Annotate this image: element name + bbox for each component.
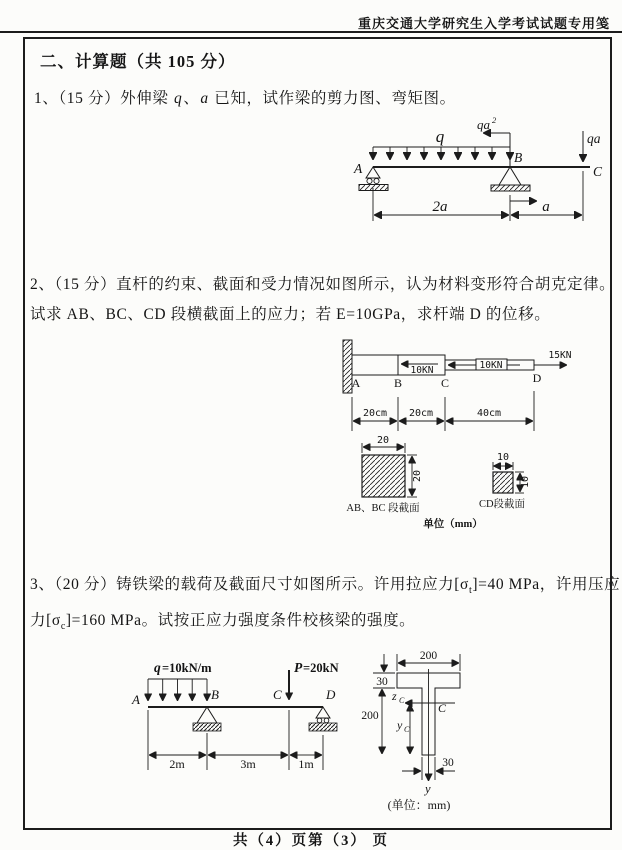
- label-yc: y: [397, 718, 403, 732]
- label-B: B: [211, 687, 219, 702]
- label-C: C: [593, 164, 603, 179]
- support-D-roller: [309, 707, 337, 731]
- section-title: 二、计算题（共 105 分）: [40, 52, 236, 71]
- label-10kn-2: 10KN: [479, 360, 503, 371]
- section-ab-bc: [362, 443, 417, 497]
- page-footer: 共（4）页第（3） 页: [232, 833, 390, 849]
- sec1-label: AB、BC 段截面: [346, 503, 420, 514]
- beam-diagram-1: [340, 115, 618, 233]
- p3-line1: 3、（20 分）铸铁梁的载荷及截面尺寸如图所示。许用拉应力$[\sigma_t]=40$ MPa，许用压应: [30, 576, 621, 597]
- label-B: B: [514, 150, 523, 165]
- p3-line2: 力$[\sigma_c]=160$ MPa。试按正应力强度条件校核梁的强度。: [30, 612, 416, 633]
- label-qa2: qa: [477, 117, 490, 132]
- label-B: B: [393, 376, 403, 390]
- beam-diagram-3: [35, 640, 615, 818]
- dimension-lines: [373, 171, 583, 221]
- sec1-width: 20: [376, 435, 390, 446]
- support-A-roller: [359, 167, 388, 191]
- problem-3-text: [30, 570, 620, 642]
- label-q-var: q: [154, 660, 161, 675]
- distributed-load: [373, 147, 510, 159]
- problem-1-text: [34, 84, 456, 114]
- sec-dim-200-height: 200: [361, 710, 379, 722]
- label-10kn-1: 10KN: [410, 365, 434, 376]
- label-C: C: [273, 687, 282, 702]
- label-zc-sub: C: [399, 696, 405, 705]
- label-qa: qa: [587, 131, 601, 146]
- label-A: A: [354, 161, 363, 176]
- p1-prefix: 1、（15 分）外伸梁: [34, 90, 173, 107]
- sec-dim-30-flange: 30: [376, 676, 388, 688]
- p2-line2: 试求 AB、BC、CD 段横截面上的应力；若 E=10GPa，求杆端 D 的位移。: [30, 306, 551, 323]
- label-p-var: P: [294, 660, 303, 675]
- wall-support: [343, 340, 352, 393]
- support-B-pin: [491, 167, 530, 191]
- dim-2m: 2m: [169, 757, 185, 771]
- sec2-width: 10: [496, 452, 510, 463]
- label-q: q: [435, 127, 445, 146]
- label-zc: z: [392, 689, 397, 703]
- sec2-height: 10: [520, 475, 531, 489]
- label-D: D: [532, 371, 542, 385]
- support-B-pin: [193, 707, 221, 731]
- dim-a: a: [542, 199, 550, 215]
- sec1-height: 20: [412, 469, 423, 483]
- distributed-load: [148, 679, 207, 700]
- unit-label: 单位（mm）: [423, 519, 483, 530]
- p1-suffix: 已知，试作梁的剪力图、弯矩图。: [209, 90, 456, 107]
- label-q-rest: =10kN/m: [162, 661, 212, 675]
- sec-dim-30-web: 30: [442, 757, 454, 769]
- label-D: D: [326, 687, 336, 702]
- label-C: C: [440, 376, 450, 390]
- problem-2-text: [30, 270, 615, 330]
- dim-20cm-1: 20cm: [362, 408, 388, 419]
- p1-sep: 、: [183, 90, 200, 107]
- dim-3m: 3m: [240, 757, 256, 771]
- page-header: 重庆交通大学研究生入学考试试题专用笺: [357, 16, 610, 31]
- p2-line1: 2、（15 分）直杆的约束、截面和受力情况如图所示，认为材料变形符合胡克定律。: [30, 276, 616, 293]
- p1-var-a: a: [200, 90, 209, 107]
- sec-dim-200-top: 200: [419, 650, 438, 662]
- header-rule: [0, 31, 622, 33]
- label-15kn: 15KN: [548, 350, 572, 361]
- dim-40cm: 40cm: [476, 408, 502, 419]
- sec2-label: CD段截面: [478, 499, 526, 510]
- label-yc-sub: C: [404, 725, 410, 734]
- label-p-rest: =20kN: [303, 661, 339, 675]
- dim-2a: 2a: [432, 199, 448, 215]
- dim-20cm-2: 20cm: [408, 408, 434, 419]
- label-y-axis: y: [425, 782, 431, 796]
- label-A: A: [132, 692, 140, 707]
- dim-1m: 1m: [298, 757, 314, 771]
- p1-var-q: q: [173, 90, 183, 107]
- bar-diagram-2: [330, 335, 622, 540]
- label-centroid: C: [438, 701, 447, 715]
- label-qa2-sup: 2: [492, 115, 497, 125]
- unit-label: (单位：mm): [387, 798, 451, 812]
- label-A: A: [351, 376, 361, 390]
